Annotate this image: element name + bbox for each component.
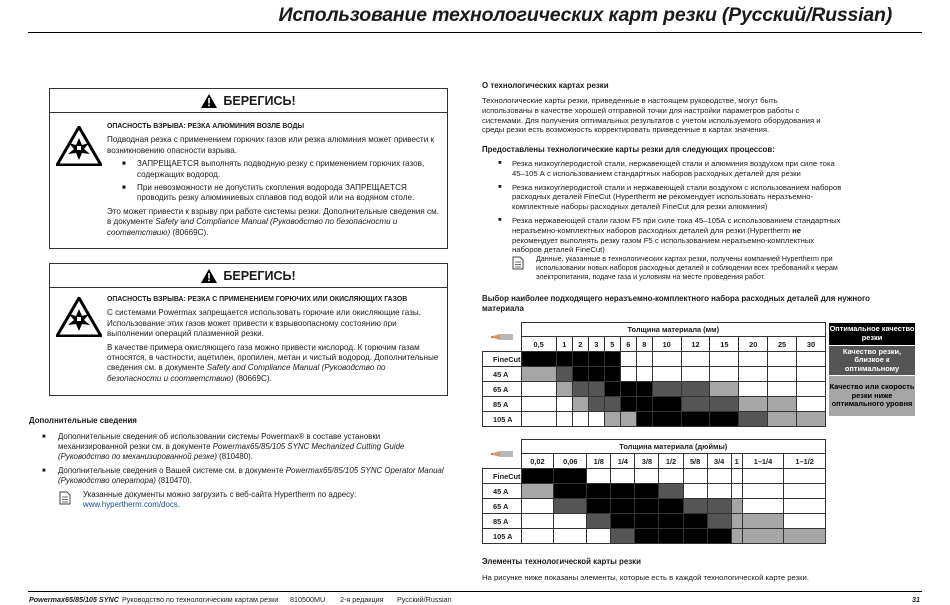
quality-cell — [681, 367, 710, 382]
thickness-header: 12 — [681, 337, 710, 352]
quality-cell — [554, 529, 587, 544]
thickness-header: 1 — [556, 337, 572, 352]
table-row — [483, 397, 826, 412]
quality-cell — [768, 382, 797, 397]
row-label: 105 A — [483, 529, 522, 544]
quality-cell — [739, 382, 768, 397]
list-item: ■ Дополнительные сведения об использовании системы Powermax® в составе установки механизированной резки см. в документе Powermax65/85/105 SYNC Mechanized Cutting Guide (Руководство по механизированной резке) (810480). — [29, 432, 449, 462]
quality-cell — [588, 412, 604, 427]
doc-reference: Safety and Compliance Manual (Руководство по безопасности и соответствию) — [107, 363, 386, 383]
quality-cell — [587, 514, 611, 529]
quality-cell — [739, 352, 768, 367]
thickness-header: 0,06 — [554, 454, 587, 469]
thickness-header: 3/8 — [635, 454, 659, 469]
quality-cell — [604, 367, 620, 382]
quality-cell — [784, 514, 826, 529]
about-paragraph: Технологические карты резки, приведенные в настоящем руководстве, могут быть использованы в качестве хорошей отправной точки для настройки параметров работы с системами. Для получения оптимальных результатов с учетом используемого оборудования и среды резки есть возможность корректировать приведенные в картах значения. — [482, 96, 821, 135]
list-item: ■ Дополнительные сведения о Вашей системе см. в документе Powermax65/85/105 SYNC Operator Manual (Руководство оператора) (810470). — [29, 466, 449, 486]
quality-cell — [739, 367, 768, 382]
quality-cell — [796, 367, 825, 382]
quality-cell — [587, 484, 611, 499]
quality-cell — [784, 529, 826, 544]
quality-cell — [572, 352, 588, 367]
quality-cell — [604, 352, 620, 367]
thickness-header: 8 — [636, 337, 652, 352]
quality-cell — [636, 352, 652, 367]
quality-cell — [588, 367, 604, 382]
thickness-header: 10 — [652, 337, 681, 352]
thickness-header: 2 — [572, 337, 588, 352]
quality-cell — [796, 412, 825, 427]
legend-near-optimal: Качество резки, близкое к оптимальному — [829, 346, 915, 376]
title-rule — [28, 32, 922, 33]
quality-cell — [796, 397, 825, 412]
thickness-header: 5 — [604, 337, 620, 352]
table-title: Толщина материала (дюймы) — [521, 440, 825, 454]
quality-cell — [620, 397, 636, 412]
quality-cell — [784, 499, 826, 514]
quality-cell — [635, 514, 659, 529]
warning-paragraph: Это может привести к взрыву при работе системы резки. Дополнительные сведения см. в документе Safety and Compliance Manual (Руководство по безопасности и соответствию) (80669C). — [107, 206, 439, 237]
quality-cell — [611, 529, 635, 544]
quality-cell — [659, 484, 683, 499]
quality-cell — [683, 469, 707, 484]
quality-cell — [572, 382, 588, 397]
quality-cell — [572, 367, 588, 382]
quality-cell — [635, 484, 659, 499]
quality-cell — [681, 352, 710, 367]
quality-cell — [742, 499, 784, 514]
quality-cell — [784, 469, 826, 484]
warning-box-gases — [49, 263, 448, 396]
quality-cell — [611, 514, 635, 529]
quality-cell — [710, 382, 739, 397]
quality-cell — [521, 529, 554, 544]
quality-cell — [652, 382, 681, 397]
thickness-header: 1–1/2 — [784, 454, 826, 469]
warning-body — [107, 295, 441, 387]
quality-cell — [521, 469, 554, 484]
table-row — [483, 382, 826, 397]
quality-cell — [652, 412, 681, 427]
quality-cell — [587, 469, 611, 484]
thickness-header: 1/4 — [611, 454, 635, 469]
quality-cell — [588, 382, 604, 397]
warning-triangle-icon — [201, 94, 217, 108]
legend-optimal: Оптимальное качество резки — [829, 323, 915, 346]
footer-doc-number: 810500MU — [290, 595, 326, 604]
row-label: 45 A — [483, 367, 522, 382]
quality-cell — [707, 499, 731, 514]
quality-cell — [620, 352, 636, 367]
quality-cell — [784, 484, 826, 499]
quality-cell — [588, 352, 604, 367]
page-number: 31 — [912, 595, 920, 604]
thickness-header: 1–1/4 — [742, 454, 784, 469]
quality-cell — [604, 382, 620, 397]
quality-cell — [707, 529, 731, 544]
warning-subheading: ОПАСНОСТЬ ВЗРЫВА: РЕЗКА АЛЮМИНИЯ ВОЗЛЕ ВОДЫ — [107, 123, 305, 130]
thickness-header: 6 — [620, 337, 636, 352]
quality-cell — [636, 367, 652, 382]
warning-bullets — [107, 159, 441, 204]
warning-paragraph: Подводная резка с применением горючих газов или резка алюминия может привести к возникновению опасности взрыва. — [107, 135, 435, 155]
quality-cell — [742, 469, 784, 484]
quality-cell — [659, 529, 683, 544]
quality-cell — [620, 382, 636, 397]
thickness-header: 1/2 — [659, 454, 683, 469]
note-icon — [59, 491, 71, 505]
quality-cell — [604, 412, 620, 427]
warning-heading: БЕРЕГИСЬ! — [223, 268, 296, 283]
quality-cell — [572, 397, 588, 412]
table-row — [483, 529, 826, 544]
warning-triangle-icon — [201, 269, 217, 283]
quality-cell — [742, 484, 784, 499]
quality-cell — [731, 484, 742, 499]
quality-cell — [572, 412, 588, 427]
torch-icon — [483, 440, 522, 469]
row-label: 105 A — [483, 412, 522, 427]
quality-cell — [587, 529, 611, 544]
additional-info — [29, 432, 449, 510]
quality-cell — [556, 397, 572, 412]
quality-cell — [554, 499, 587, 514]
thickness-header: 5/8 — [683, 454, 707, 469]
quality-cell — [620, 412, 636, 427]
quality-cell — [768, 397, 797, 412]
quality-cell — [636, 397, 652, 412]
warning-paragraph: В качестве примера окисляющего газа можно привести кислород. К горючим газам относятся, в частности, ацетилен, пропилен, метан и чистый водород. Дополнительные сведения см. в документе Safety and Compliance Manual (Руководство по безопасности и соответствию) (80669C). — [107, 342, 439, 383]
quality-cell — [521, 484, 554, 499]
quality-cell — [681, 397, 710, 412]
warning-paragraph: С системами Powermax запрещается использовать горючие или окисляющие газы. Использование этих газов может привести к взрывоопасному состоянию при выполнении операций плазменной резки. — [107, 308, 421, 339]
footer-rule — [28, 591, 922, 592]
section-heading-elements: Элементы технологической карты резки — [482, 557, 641, 566]
row-label: 85 A — [483, 397, 522, 412]
thickness-header: 15 — [710, 337, 739, 352]
thickness-header: 0,02 — [521, 454, 554, 469]
quality-cell — [521, 514, 554, 529]
quality-cell — [556, 412, 572, 427]
elements-paragraph: На рисунке ниже показаны элементы, которые есть в каждой технологической карте резки. — [482, 573, 809, 582]
quality-cell — [659, 514, 683, 529]
table-row — [483, 469, 826, 484]
quality-cell — [521, 382, 556, 397]
quality-cell — [707, 484, 731, 499]
section-heading-about: О технологических картах резки — [482, 81, 609, 90]
quality-cell — [554, 514, 587, 529]
quality-cell — [710, 367, 739, 382]
row-label: 65 A — [483, 499, 522, 514]
table-row — [483, 352, 826, 367]
quality-cell — [554, 469, 587, 484]
footer-language: Русский/Russian — [397, 595, 452, 604]
quality-cell — [521, 412, 556, 427]
quality-cell — [683, 514, 707, 529]
quality-cell — [731, 469, 742, 484]
row-label: FineCut — [483, 469, 522, 484]
quality-cell — [588, 397, 604, 412]
row-label: FineCut — [483, 352, 522, 367]
quality-cell — [521, 397, 556, 412]
row-label: 45 A — [483, 484, 522, 499]
quality-cell — [620, 367, 636, 382]
thickness-header: 3 — [588, 337, 604, 352]
quality-cell — [681, 412, 710, 427]
row-label: 85 A — [483, 514, 522, 529]
thickness-header: 1 — [731, 454, 742, 469]
section-heading-selection: Выбор наиболее подходящего неразъемно-комплектного набора расходных деталей для нужного материала — [482, 294, 870, 313]
quality-cell — [659, 469, 683, 484]
thickness-header: 1/8 — [587, 454, 611, 469]
list-item: ■ Резка низкоуглеродистой стали и нержавеющей стали воздухом с использованием наборов расходных деталей FineCut (Hypertherm не рекомендует использовать неразъемно-комплектные наборы расходных деталей FineCut для резки алюминия) — [482, 183, 842, 212]
warning-header — [50, 89, 447, 113]
quality-cell — [683, 529, 707, 544]
quality-cell — [521, 352, 556, 367]
note: Указанные документы можно загрузить с веб-сайта Hypertherm по адресу: www.hypertherm.com/docs. — [29, 490, 449, 510]
note-text: Данные, указанные в технологических картах резки, получены компанией Hypertherm при использовании новых наборов расходных деталей и соблюдении всех требований к мерам электропитания, подаче газа и условиям на месте проведения работ. — [536, 255, 838, 282]
quality-cell — [768, 412, 797, 427]
quality-cell — [652, 352, 681, 367]
page-title: Использование технологических карт резки (Русский/Russian) — [278, 4, 892, 26]
quality-cell — [556, 367, 572, 382]
quality-cell — [710, 397, 739, 412]
quality-cell — [652, 397, 681, 412]
quality-cell — [635, 499, 659, 514]
table-row — [483, 412, 826, 427]
table-row — [483, 499, 826, 514]
table-row — [483, 484, 826, 499]
warning-bullet: ■ ЗАПРЕЩАЕТСЯ выполнять подводную резку с применением горючих газов, содержащих водород. — [107, 159, 441, 180]
torch-icon — [483, 323, 522, 352]
quality-cell — [611, 484, 635, 499]
row-label: 65 A — [483, 382, 522, 397]
quality-cell — [683, 484, 707, 499]
quality-cell — [796, 382, 825, 397]
note-icon — [512, 256, 524, 270]
warning-body — [107, 122, 441, 241]
warning-box-aluminum — [49, 88, 448, 249]
quality-cell — [636, 412, 652, 427]
quality-cell — [710, 412, 739, 427]
thickness-table-mm — [482, 322, 826, 427]
table-row — [483, 514, 826, 529]
section-heading-processes: Предоставлены технологические карты резки для следующих процессов: — [482, 145, 775, 154]
quality-cell — [796, 352, 825, 367]
section-heading-additional: Дополнительные сведения — [29, 416, 137, 425]
quality-cell — [731, 514, 742, 529]
warning-subheading: ОПАСНОСТЬ ВЗРЫВА: РЕЗКА С ПРИМЕНЕНИЕМ ГОРЮЧИХ ИЛИ ОКИСЛЯЮЩИХ ГАЗОВ — [107, 296, 408, 303]
warning-header — [50, 264, 447, 288]
quality-cell — [742, 514, 784, 529]
warning-bullet: ■ При невозможности не допустить скопления водорода ЗАПРЕЩАЕТСЯ проводить резку алюминиевых сплавов под водой или на водяном столе. — [107, 183, 441, 204]
quality-cell — [768, 367, 797, 382]
thickness-header: 30 — [796, 337, 825, 352]
note-text: Указанные документы можно загрузить с веб-сайта Hypertherm по адресу: — [83, 490, 357, 499]
footer-product: Powermax65/85/105 SYNC — [29, 595, 119, 604]
thickness-header: 20 — [739, 337, 768, 352]
list-item: ■ Резка нержавеющей стали газом F5 при силе тока 45–105А с использованием стандартных неразъемно-комплектных наборов расходных деталей для резки (Hypertherm не рекомендует выполнять резку газом F5 с использованием неразъемно-комплектных наборов деталей FineCut) — [482, 216, 842, 255]
quality-cell — [683, 499, 707, 514]
quality-cell — [556, 382, 572, 397]
footer-doc-title: Руководство по технологическим картам резки — [122, 595, 279, 604]
quality-cell — [731, 499, 742, 514]
process-list — [482, 159, 842, 259]
explosion-hazard-icon — [56, 297, 102, 337]
table-row — [483, 367, 826, 382]
explosion-hazard-icon — [56, 126, 102, 166]
quality-cell — [556, 352, 572, 367]
quality-cell — [521, 499, 554, 514]
quality-cell — [611, 499, 635, 514]
quality-cell — [604, 397, 620, 412]
quality-cell — [635, 529, 659, 544]
list-item: ■ Резка низкоуглеродистой стали, нержавеющей стали и алюминия воздухом при силе тока 45–105 А с использованием стандартных наборов расходных деталей для резки — [482, 159, 842, 179]
quality-cell — [731, 529, 742, 544]
quality-cell — [652, 367, 681, 382]
legend-below-optimal: Качество или скорость резки ниже оптимального уровня — [829, 376, 915, 417]
quality-cell — [742, 529, 784, 544]
quality-cell — [707, 514, 731, 529]
footer-edition: 2-я редакция — [340, 595, 384, 604]
quality-cell — [681, 382, 710, 397]
data-note — [509, 255, 849, 283]
quality-cell — [739, 397, 768, 412]
quality-cell — [554, 484, 587, 499]
quality-cell — [768, 352, 797, 367]
quality-cell — [521, 367, 556, 382]
quality-cell — [587, 499, 611, 514]
quality-cell — [635, 469, 659, 484]
legend — [829, 323, 915, 417]
thickness-header: 25 — [768, 337, 797, 352]
thickness-table-inch — [482, 439, 826, 544]
table-title: Толщина материала (мм) — [521, 323, 825, 337]
docs-link[interactable]: www.hypertherm.com/docs — [83, 500, 178, 509]
doc-reference: Safety and Compliance Manual (Руководство по безопасности и соответствию) — [107, 217, 398, 237]
quality-cell — [710, 352, 739, 367]
quality-cell — [611, 469, 635, 484]
thickness-header: 0,5 — [521, 337, 556, 352]
quality-cell — [636, 382, 652, 397]
quality-cell — [659, 499, 683, 514]
warning-heading: БЕРЕГИСЬ! — [223, 93, 296, 108]
quality-cell — [707, 469, 731, 484]
quality-cell — [739, 412, 768, 427]
thickness-header: 3/4 — [707, 454, 731, 469]
